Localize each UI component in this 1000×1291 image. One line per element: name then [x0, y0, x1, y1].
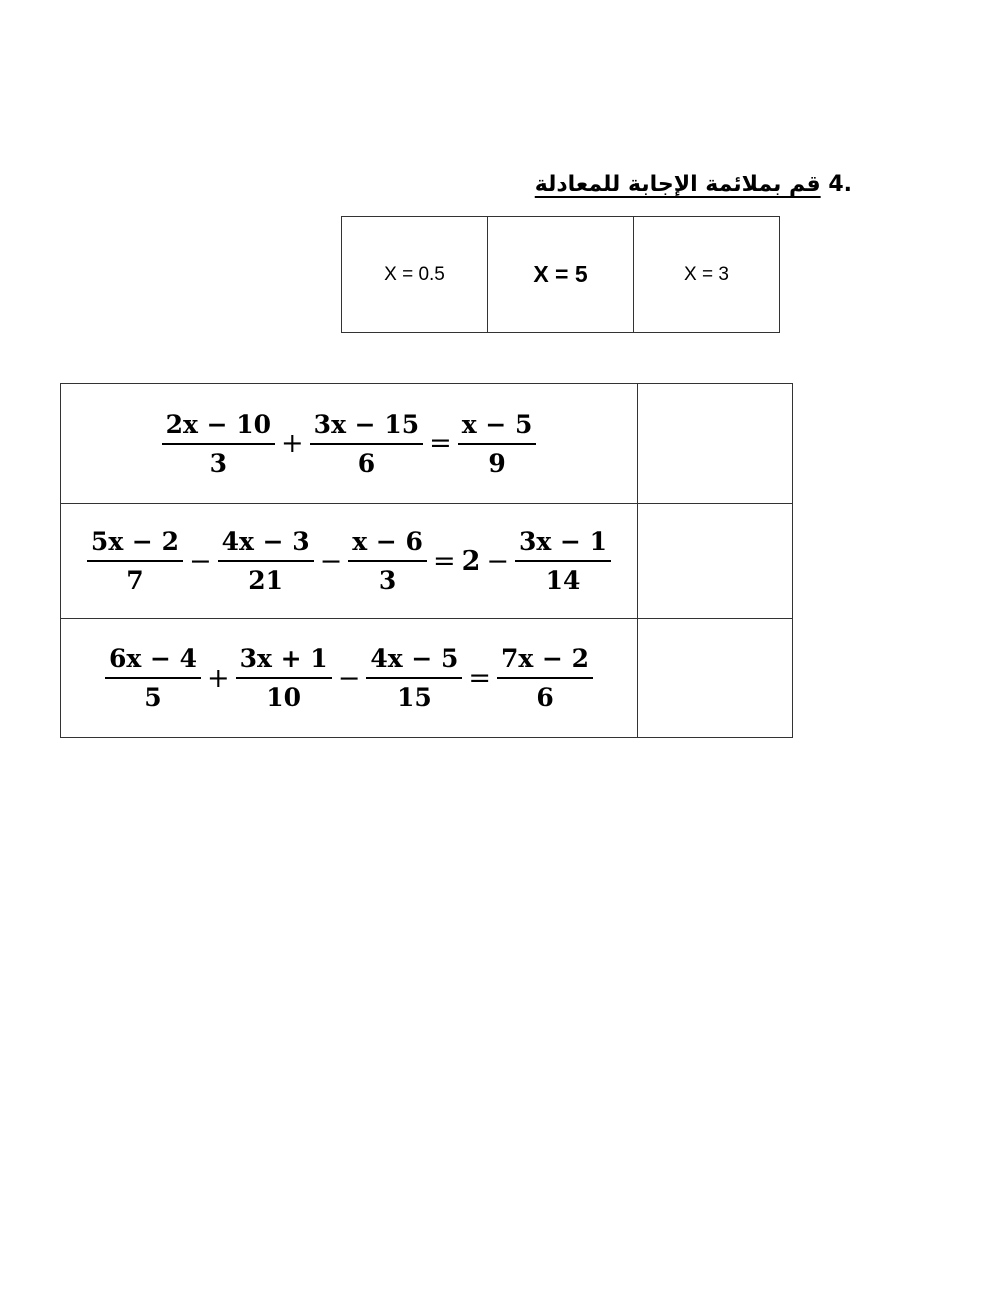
denominator: 14	[545, 566, 581, 595]
numerator: x − 6	[348, 527, 427, 562]
numerator: 3x − 1	[515, 527, 611, 562]
denominator: 10	[266, 683, 302, 712]
equation-cell	[61, 384, 638, 504]
denominator: 6	[536, 683, 554, 712]
numerator: 5x − 2	[87, 527, 183, 562]
operator: −	[319, 545, 343, 577]
equation-cell	[61, 504, 638, 619]
numerator: 3x + 1	[236, 644, 332, 679]
numerator: 3x − 15	[310, 410, 423, 445]
question-text: قم بملائمة الإجابة للمعادلة	[534, 172, 821, 197]
equation-row	[61, 619, 793, 738]
operator: −	[337, 662, 361, 694]
fraction	[105, 644, 201, 712]
numerator: x − 5	[458, 410, 537, 445]
answer-option[interactable]: X = 3	[634, 217, 780, 333]
answer-option[interactable]: X = 0.5	[342, 217, 488, 333]
numerator: 2x − 10	[162, 410, 275, 445]
equation-row	[61, 504, 793, 619]
equation	[84, 527, 614, 595]
fraction	[366, 644, 462, 712]
numerator: 4x − 5	[366, 644, 462, 679]
equation	[102, 644, 596, 712]
question-number: 4.	[828, 172, 852, 197]
fraction	[348, 527, 427, 595]
fraction	[162, 410, 275, 478]
equation	[159, 410, 540, 478]
question-title	[520, 172, 852, 197]
answer-drop-zone[interactable]	[638, 504, 793, 619]
denominator: 5	[144, 683, 162, 712]
fraction	[497, 644, 593, 712]
denominator: 3	[378, 566, 397, 595]
fraction	[458, 410, 537, 478]
operator: +	[281, 428, 304, 459]
operator: +	[207, 662, 230, 694]
fraction	[515, 527, 611, 595]
denominator: 15	[396, 683, 432, 712]
fraction	[218, 527, 314, 595]
operator: =	[432, 545, 456, 577]
denominator: 9	[488, 448, 506, 478]
equations-table	[60, 383, 793, 738]
fraction	[87, 527, 183, 595]
denominator: 21	[248, 566, 284, 595]
denominator: 7	[126, 566, 144, 595]
operator: =	[429, 428, 452, 459]
operator: =	[468, 662, 491, 694]
operator: −	[486, 545, 509, 577]
equation-cell	[61, 619, 638, 738]
operator: −	[188, 545, 212, 577]
answer-options-table	[341, 216, 780, 333]
answer-drop-zone[interactable]	[638, 619, 793, 738]
denominator: 6	[357, 448, 376, 478]
constant-term: 2	[461, 545, 481, 577]
fraction	[310, 410, 423, 478]
answer-option[interactable]: X = 5	[488, 217, 634, 333]
answer-drop-zone[interactable]	[638, 384, 793, 504]
equation-row	[61, 384, 793, 504]
numerator: 6x − 4	[105, 644, 201, 679]
denominator: 3	[209, 448, 228, 478]
fraction	[236, 644, 332, 712]
numerator: 4x − 3	[218, 527, 314, 562]
numerator: 7x − 2	[497, 644, 593, 679]
